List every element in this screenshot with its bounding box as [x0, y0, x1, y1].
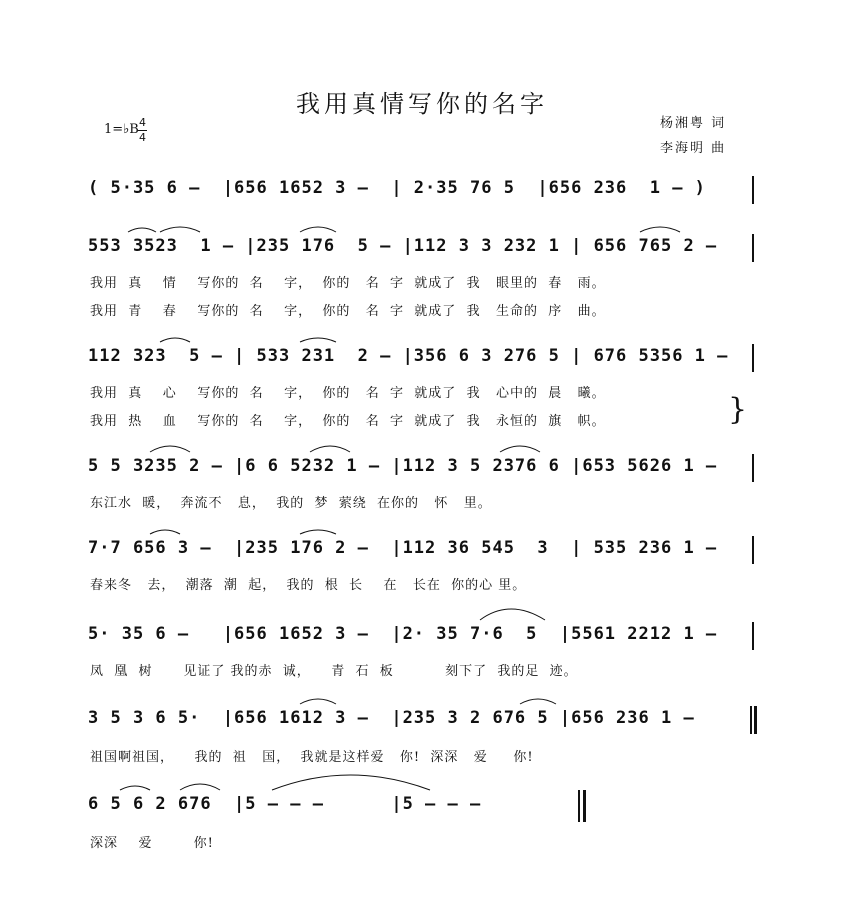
barline — [752, 622, 754, 650]
lyrics-line-7: 祖国啊祖国， 我的 祖 国， 我就是这样爱 你! 深深 爱 你! — [90, 750, 534, 765]
notes-line-4: 5 5 3235 2 – |6 6 5232 1 – |112 3 5 2376 6 |653 5626 1 – — [88, 456, 718, 476]
notes-line-8: 6 5 6 2 676 |5 – – – |5 – – – — [88, 794, 482, 814]
lyrics-line-2b: 我用 青 春 写你的 名 字， 你的 名 字 就成了 我 生命的 序 曲。 — [90, 304, 606, 319]
song-title: 我用真情写你的名字 — [296, 90, 548, 118]
repeat-end-barline — [754, 706, 757, 734]
notes-line-2: 553 3523 1 – |235 176 5 – |112 3 3 232 1 | 656 765 2 – — [88, 236, 718, 256]
lyrics-line-8: 深深 爱 你! — [90, 836, 214, 851]
final-barline-thick — [583, 790, 586, 822]
notes-line-6: 5· 35 6 – |656 1652 3 – |2· 35 7·6 5 |5561 2212 1 – — [88, 624, 718, 644]
meter-numerator: 4 — [139, 116, 146, 129]
time-signature — [138, 116, 147, 145]
notes-line-7: 3 5 3 6 5· |656 1612 3 – |235 3 2 676 5 |656 236 1 – — [88, 708, 695, 728]
lyrics-line-3a: 我用 真 心 写你的 名 字， 你的 名 字 就成了 我 心中的 晨 曦。 — [90, 386, 606, 401]
composer-credit: 李海明 曲 — [660, 141, 727, 156]
notes-line-5: 7·7 656 3 – |235 176 2 – |112 36 545 3 | 535 236 1 – — [88, 538, 718, 558]
repeat-brace: } — [728, 392, 748, 427]
lyrics-line-3b: 我用 热 血 写你的 名 字， 你的 名 字 就成了 我 永恒的 旗 帜。 — [90, 414, 606, 429]
lyrics-line-5: 春来冬 去， 潮落 潮 起， 我的 根 长 在 长在 你的心 里。 — [90, 578, 527, 593]
barline — [752, 234, 754, 262]
notes-line-3: 112 323 5 – | 533 231 2 – |356 6 3 276 5 | 676 5356 1 – — [88, 346, 729, 366]
barline — [750, 706, 752, 734]
meter-denominator: 4 — [139, 131, 146, 144]
key-signature: 1=♭B — [104, 122, 139, 137]
barline — [752, 536, 754, 564]
barline — [752, 344, 754, 372]
notes-line-1: ( 5·35 6 – |656 1652 3 – | 2·35 76 5 |656 236 1 – ) — [88, 178, 706, 198]
final-barline — [578, 790, 580, 822]
lyrics-line-6: 凤 凰 树 见证了 我的赤 诚， 青 石 板 刻下了 我的足 迹。 — [90, 664, 578, 679]
lyrics-line-4: 东江水 暖， 奔流不 息， 我的 梦 萦绕 在你的 怀 里。 — [90, 496, 492, 511]
lyricist-credit: 杨湘粤 词 — [660, 116, 727, 131]
lyrics-line-2a: 我用 真 情 写你的 名 字， 你的 名 字 就成了 我 眼里的 春 雨。 — [90, 276, 606, 291]
barline — [752, 454, 754, 482]
barline — [752, 176, 754, 204]
